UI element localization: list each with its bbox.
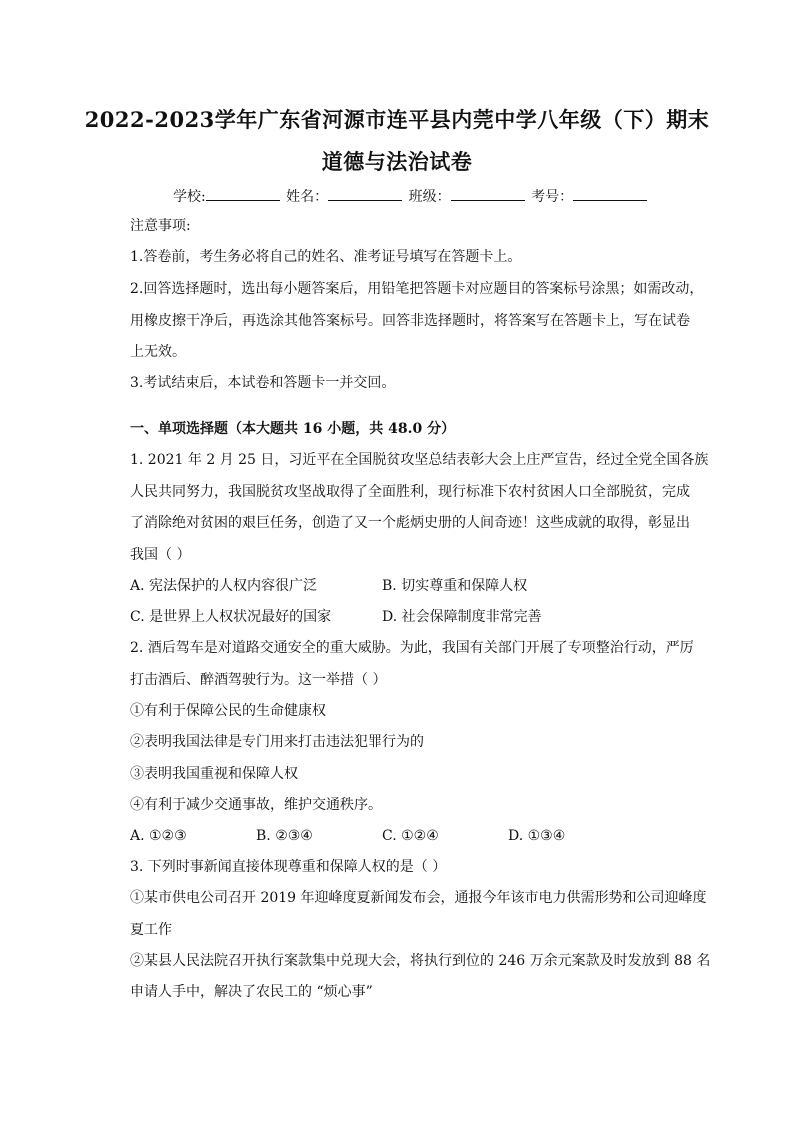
number-label: 考号： — [531, 189, 574, 205]
q1-stem-line-3: 了消除绝对贫困的艰巨任务，创造了又一个彪炳史册的人间奇迹！这些成就的取得，彰显出 — [130, 515, 690, 531]
q3-statement-2-line-1: ②某县人民法院召开执行案款集中兑现大会，将执行到位的 246 万余元案款及时发放到 88 名 — [130, 953, 711, 969]
class-blank — [451, 188, 525, 201]
q2-statement-1: ①有利于保障公民的生命健康权 — [130, 703, 326, 719]
q2-stem-line-2: 打击酒后、醉酒驾驶行为。这一举措（ ） — [130, 672, 387, 688]
q2-statement-3: ③表明我国重视和保障人权 — [130, 766, 298, 782]
q3-statement-1-line-1: ①某市供电公司召开 2019 年迎峰度夏新闻发布会，通报今年该市电力供需形势和公司迎峰度 — [130, 890, 707, 906]
q3-statement-1-line-2: 夏工作 — [130, 922, 172, 938]
q2-option-d: D. ①③④ — [508, 828, 566, 844]
q1-option-b: B. 切实尊重和保障人权 — [382, 578, 528, 594]
q1-option-a: A. 宪法保护的人权内容很广泛 — [130, 578, 318, 594]
exam-title-line-1: 2022-2023学年广东省河源市连平县内莞中学八年级（下）期末 — [84, 107, 710, 132]
notice-heading: 注意事项: — [130, 218, 191, 234]
q1-option-c: C. 是世界上人权状况最好的国家 — [130, 609, 332, 625]
notice-item-2-line-3: 上无效。 — [130, 344, 186, 360]
q2-option-a: A. ①②③ — [130, 828, 187, 844]
student-info-row — [173, 186, 649, 206]
q2-statement-4: ④有利于减少交通事故，维护交通秩序。 — [130, 797, 382, 813]
notice-item-2-line-1: 2.回答选择题时，选出每小题答案后，用铅笔把答题卡对应题目的答案标号涂黑；如需改动， — [130, 281, 704, 297]
notice-item-2-line-2: 用橡皮擦干净后，再选涂其他答案标号。回答非选择题时，将答案写在答题卡上，写在试卷 — [130, 313, 690, 329]
q1-stem-line-2: 人民共同努力，我国脱贫攻坚战取得了全面胜利，现行标准下农村贫困人口全部脱贫，完成 — [130, 484, 690, 500]
q1-stem-line-4: 我国（ ） — [130, 547, 191, 563]
notice-item-3: 3.考试结束后，本试卷和答题卡一并交回。 — [130, 375, 396, 391]
q2-option-b: B. ②③④ — [256, 828, 313, 844]
q2-stem-line-1: 2. 酒后驾车是对道路交通安全的重大威胁。为此，我国有关部门开展了专项整治行动，严厉 — [130, 640, 694, 656]
q1-stem-line-1: 1. 2021 年 2 月 25 日，习近平在全国脱贫攻坚总结表彰大会上庄严宣告，经过全党全国各族 — [130, 452, 709, 468]
name-blank — [328, 188, 402, 201]
q2-option-c: C. ①②④ — [382, 828, 439, 844]
exam-title-line-2: 道德与法治试卷 — [321, 149, 473, 174]
name-label: 姓名： — [286, 189, 329, 205]
number-blank — [573, 188, 647, 201]
q1-option-d: D. 社会保障制度非常完善 — [382, 609, 542, 625]
school-blank — [206, 188, 280, 201]
q3-stem-line-1: 3. 下列时事新闻直接体现尊重和保障人权的是（ ） — [130, 859, 447, 875]
class-label: 班级： — [408, 189, 451, 205]
section-heading: 一、单项选择题（本大题共 16 小题，共 48.0 分） — [130, 421, 456, 437]
q3-statement-2-line-2: 申请人手中，解决了农民工的 “烦心事” — [130, 984, 373, 1000]
school-label: 学校: — [173, 189, 206, 205]
q2-statement-2: ②表明我国法律是专门用来打击违法犯罪行为的 — [130, 734, 424, 750]
notice-item-1: 1.答卷前，考生务必将自己的姓名、准考证号填写在答题卡上。 — [130, 249, 522, 265]
